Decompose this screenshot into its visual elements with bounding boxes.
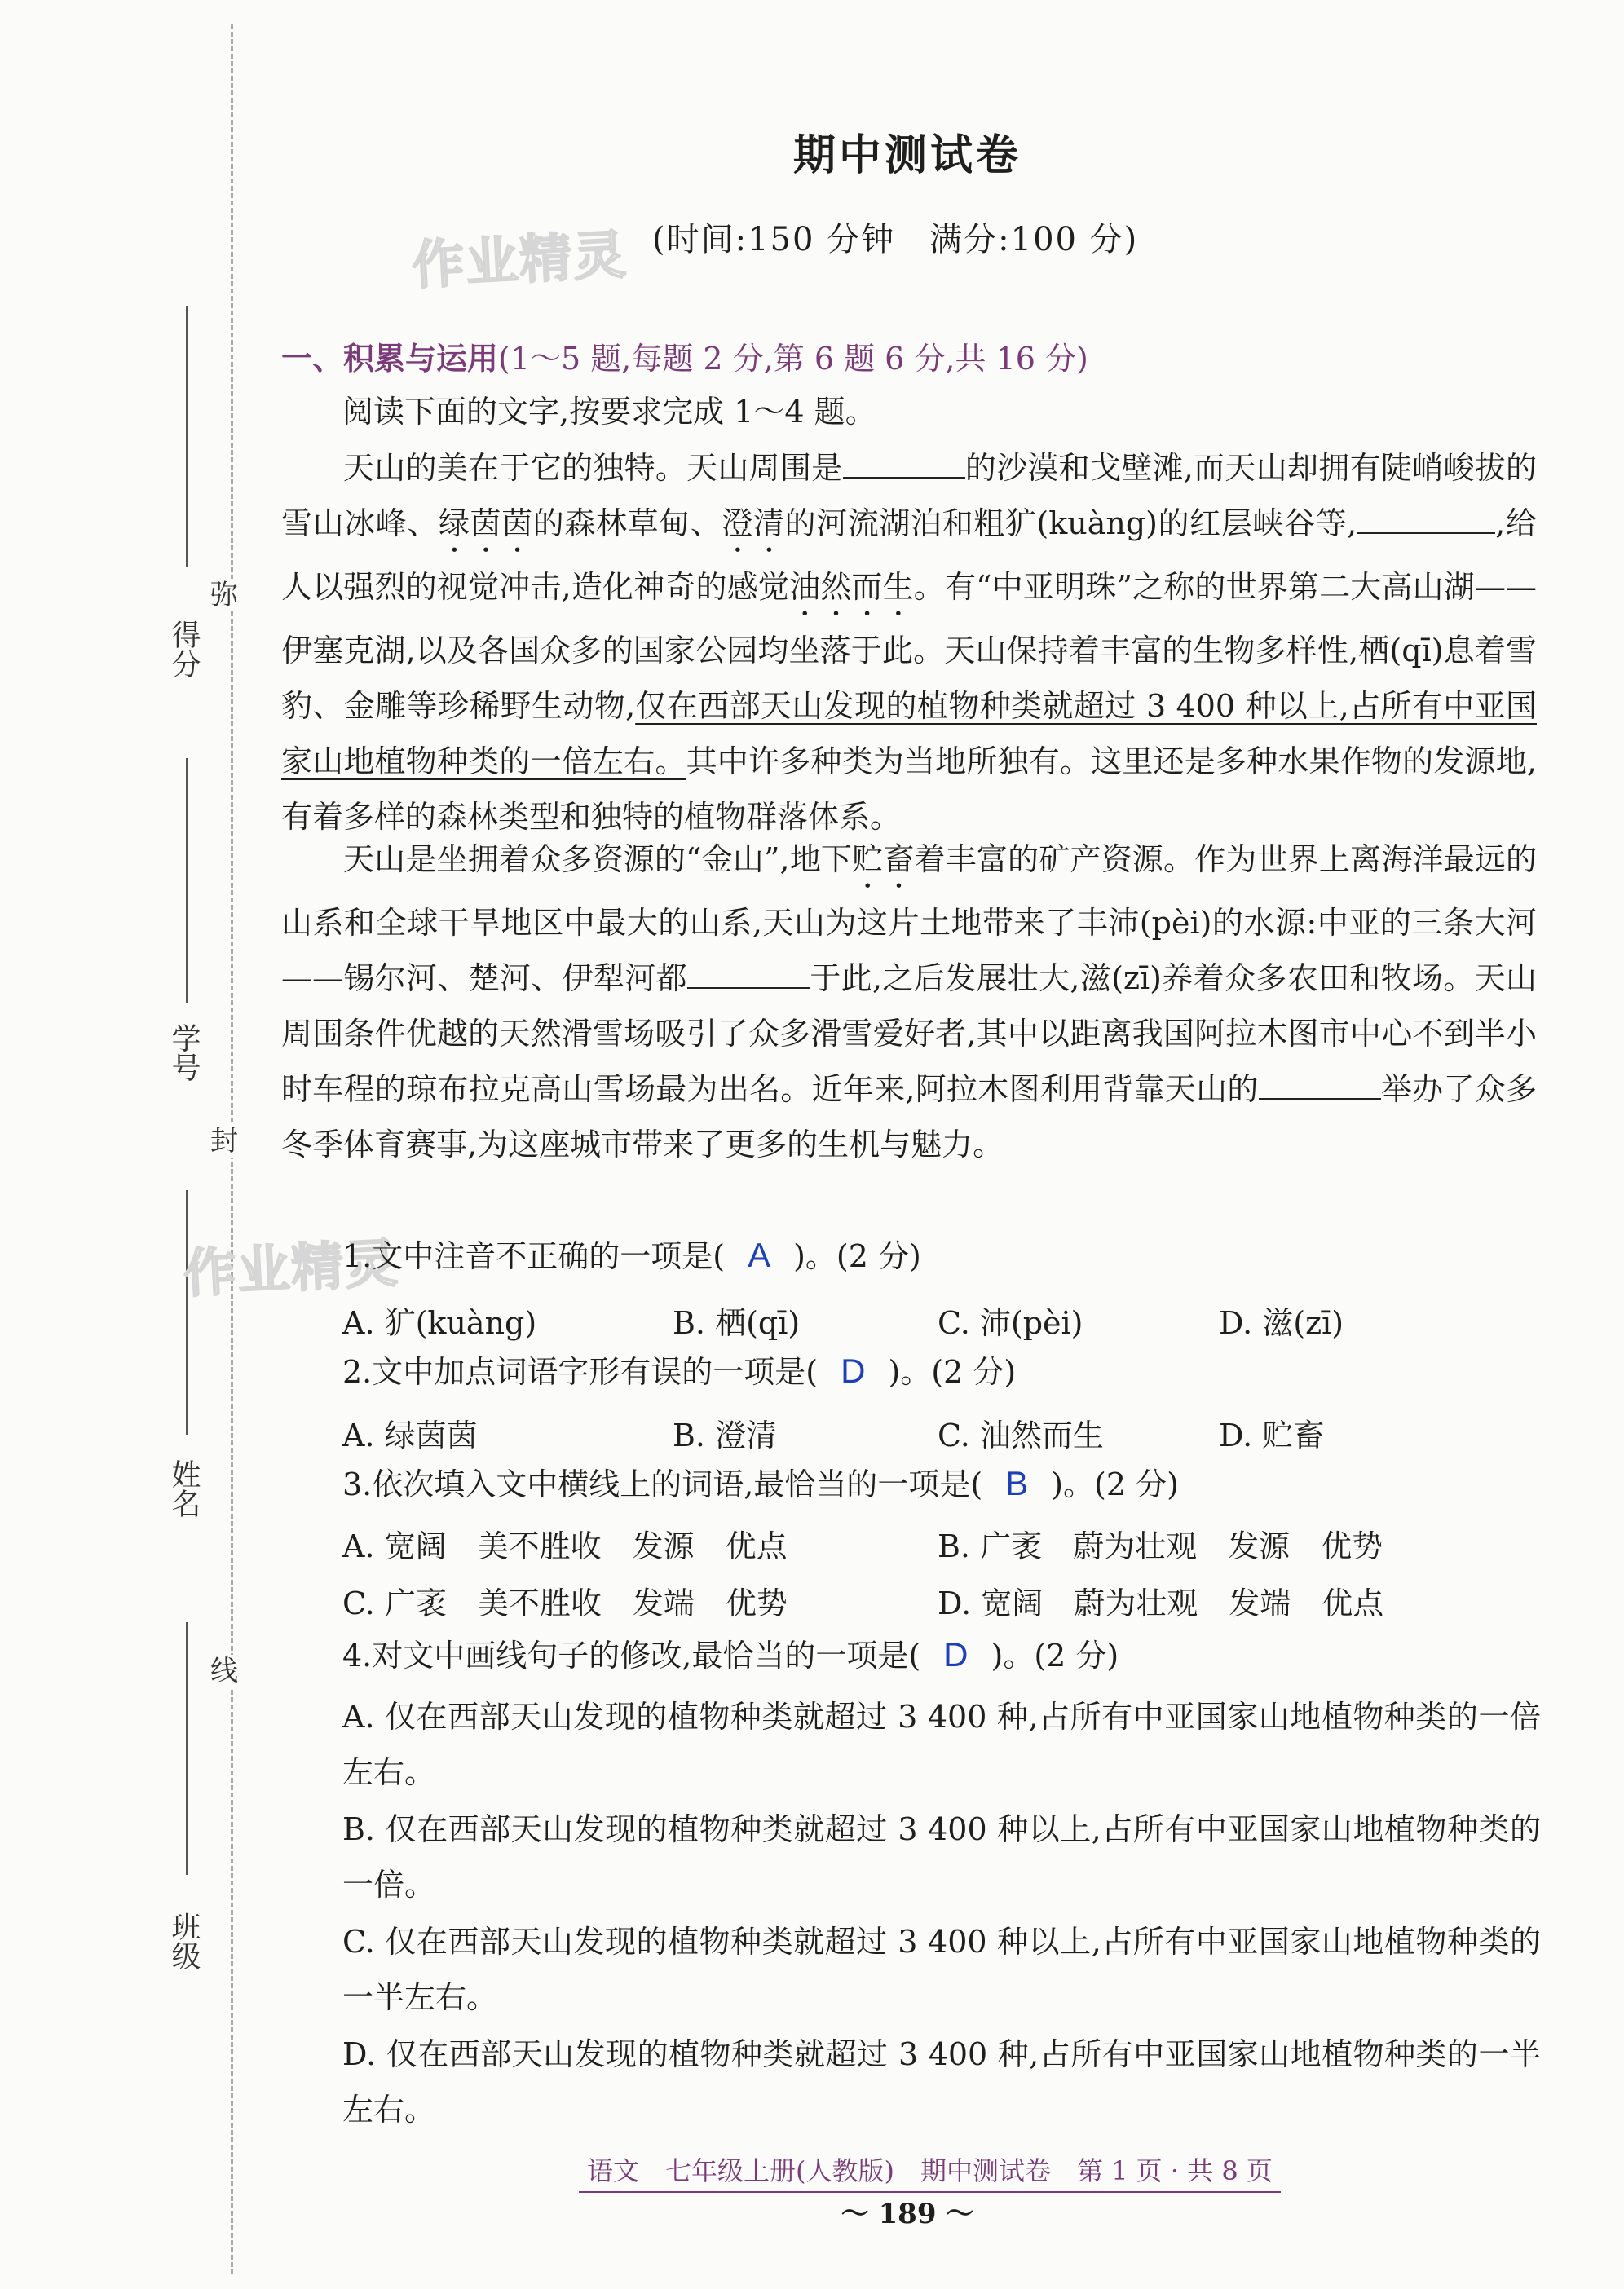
p2-text-c: 于此,之后发展壮大,滋(zī)养着众多农田和牧场。天山周围条件优越的天然滑雪场吸引了众多滑雪爱好者,其中以距离我国阿拉木图市中心不到半小时车程的琼布拉克高山雪场最为出名。近年来,阿拉木图利用背靠天山的 bbox=[281, 960, 1537, 1107]
q1-stem-a: 1.文中注音不正确的一项是( bbox=[342, 1238, 726, 1274]
p2-text-a: 天山是坐拥着众多资源的“金山”,地下 bbox=[343, 841, 853, 877]
question-4-stem bbox=[342, 1630, 1119, 1680]
q3-stem-a: 3.依次填入文中横线上的词语,最恰当的一项是( bbox=[342, 1466, 983, 1502]
q2-answer: D bbox=[841, 1352, 866, 1390]
p1-text-b: 的沙漠和戈壁滩,而天山却拥有陡峭峻拔的雪山冰峰、 bbox=[281, 450, 1537, 541]
p1-text-a: 天山的美在于它的独特。天山周围是 bbox=[343, 450, 843, 486]
page-number: ～ 189 ～ bbox=[841, 2198, 974, 2230]
q2-option-d: D. 贮畜 bbox=[1219, 1418, 1325, 1453]
q1-option-c: C. 沛(pèi) bbox=[938, 1305, 1083, 1341]
section-title: 一、积累与运用 bbox=[281, 340, 499, 377]
p2-text-d: 举办了众多冬季体育赛事,为这座城市带来了更多的生机与魅力。 bbox=[281, 1071, 1537, 1162]
q1-answer: A bbox=[748, 1236, 771, 1274]
dotted-word-3: 油然而生 bbox=[789, 569, 914, 605]
section-heading bbox=[281, 334, 1088, 383]
question-1-stem bbox=[342, 1231, 921, 1281]
watermark-logo-2: 作业精灵 bbox=[182, 1233, 401, 1305]
q2-option-c: C. 油然而生 bbox=[938, 1418, 1104, 1453]
id-blank bbox=[186, 758, 188, 1003]
exam-subtitle: (时间:150 分钟 满分:100 分) bbox=[652, 221, 1139, 258]
q4-option-d: D. 仅在西部天山发现的植物种类就超过 3 400 种,占所有中亚国家山地植物种类的一半左右。 bbox=[342, 2036, 1541, 2128]
q2-option-a: A. 绿茵茵 bbox=[342, 1418, 478, 1453]
q4-option-a: A. 仅在西部天山发现的植物种类就超过 3 400 种,占所有中亚国家山地植物种类的一倍左右。 bbox=[342, 1699, 1541, 1790]
seal-char-xian: 线 bbox=[210, 1655, 238, 1687]
q3-stem-b: )。(2 分) bbox=[1051, 1466, 1179, 1502]
class-blank bbox=[186, 1622, 188, 1875]
q2-stem-b: )。(2 分) bbox=[888, 1354, 1017, 1390]
q4-option-b: B. 仅在西部天山发现的植物种类就超过 3 400 种以上,占所有中亚国家山地植物种类的一倍。 bbox=[342, 1811, 1541, 1903]
q3-option-a: A. 宽阔 美不胜收 发源 优点 bbox=[342, 1528, 788, 1564]
name-blank bbox=[186, 1190, 188, 1435]
page-footer-caption: 语文 七年级上册(人教版) 期中测试卷 第 1 页 · 共 8 页 bbox=[579, 2150, 1281, 2193]
instruction: 阅读下面的文字,按要求完成 1～4 题。 bbox=[342, 394, 876, 430]
q1-option-d: D. 滋(zī) bbox=[1219, 1305, 1344, 1341]
question-3-stem bbox=[342, 1459, 1179, 1509]
q1-option-b: B. 栖(qī) bbox=[673, 1305, 801, 1341]
passage-paragraph-1 bbox=[281, 440, 1537, 845]
q1-stem-b: )。(2 分) bbox=[793, 1238, 921, 1274]
score-label: 得分 bbox=[167, 620, 201, 678]
fill-blank-4 bbox=[1259, 1070, 1381, 1100]
dotted-word-4: 贮畜 bbox=[852, 841, 915, 877]
p1-text-e: ,给人以强烈的视觉冲击,造化神奇的感觉 bbox=[281, 505, 1537, 605]
id-label: 学号 bbox=[167, 1023, 201, 1082]
q4-option-c: C. 仅在西部天山发现的植物种类就超过 3 400 种以上,占所有中亚国家山地植物种类的一半左右。 bbox=[342, 1924, 1541, 2015]
fill-blank-1 bbox=[843, 449, 965, 479]
p1-text-d: 的河流湖泊和粗犷(kuàng)的红层峡谷等, bbox=[784, 505, 1357, 541]
q3-option-c: C. 广袤 美不胜收 发端 优势 bbox=[342, 1586, 788, 1621]
passage-paragraph-2 bbox=[281, 831, 1537, 1172]
watermark-logo: 作业精灵 bbox=[410, 225, 629, 297]
dotted-word-2: 澄清 bbox=[722, 505, 785, 541]
q4-answer: D bbox=[943, 1635, 969, 1674]
q4-stem-b: )。(2 分) bbox=[991, 1638, 1119, 1674]
q4-stem-a: 4.对文中画线句子的修改,最恰当的一项是( bbox=[342, 1638, 921, 1674]
name-label: 姓名 bbox=[167, 1459, 201, 1518]
q2-stem-a: 2.文中加点词语字形有误的一项是( bbox=[342, 1354, 819, 1390]
p2-text-b: 着丰富的矿产资源。作为世界上离海洋最远的山系和全球干旱地区中最大的山系,天山为这片土地带来了丰沛(pèi)的水源:中亚的三条大河——锡尔河、楚河、伊犁河都 bbox=[281, 841, 1537, 996]
fill-blank-3 bbox=[687, 959, 810, 989]
seal-char-mi: 弥 bbox=[210, 579, 238, 611]
underlined-sentence: 仅在西部天山发现的植物种类就超过 3 400 种以上,占所有中亚国家山地植物种类的一倍左右。 bbox=[281, 688, 1537, 779]
p1-text-f: 。有“中亚明珠”之称的世界第二大高山湖——伊塞克湖,以及各国众多的国家公园均坐落于此。天山保持着丰富的生物多样性,栖(qī)息着雪豹、金雕等珍稀野生动物, bbox=[281, 569, 1537, 724]
page-title: 期中测试卷 bbox=[792, 130, 1022, 180]
q3-option-b: B. 广袤 蔚为壮观 发源 优势 bbox=[938, 1528, 1383, 1564]
q3-option-d: D. 宽阔 蔚为壮观 发端 优点 bbox=[938, 1586, 1384, 1621]
seal-char-feng: 封 bbox=[210, 1125, 238, 1158]
q2-option-b: B. 澄清 bbox=[673, 1418, 778, 1453]
section-score-note: (1～5 题,每题 2 分,第 6 题 6 分,共 16 分) bbox=[498, 341, 1088, 377]
score-blank bbox=[186, 306, 188, 567]
fill-blank-2 bbox=[1357, 505, 1495, 534]
q3-answer: B bbox=[1005, 1464, 1029, 1502]
class-label: 班级 bbox=[167, 1912, 201, 1970]
dotted-word-1: 绿茵茵 bbox=[439, 505, 533, 541]
p1-text-c: 的森林草甸、 bbox=[532, 505, 722, 541]
p1-text-g: 其中许多种类为当地所独有。这里还是多种水果作物的发源地,有着多样的森林类型和独特的植物群落体系。 bbox=[281, 743, 1537, 835]
question-2-stem bbox=[342, 1347, 1016, 1396]
q1-option-a: A. 犷(kuàng) bbox=[342, 1305, 537, 1341]
